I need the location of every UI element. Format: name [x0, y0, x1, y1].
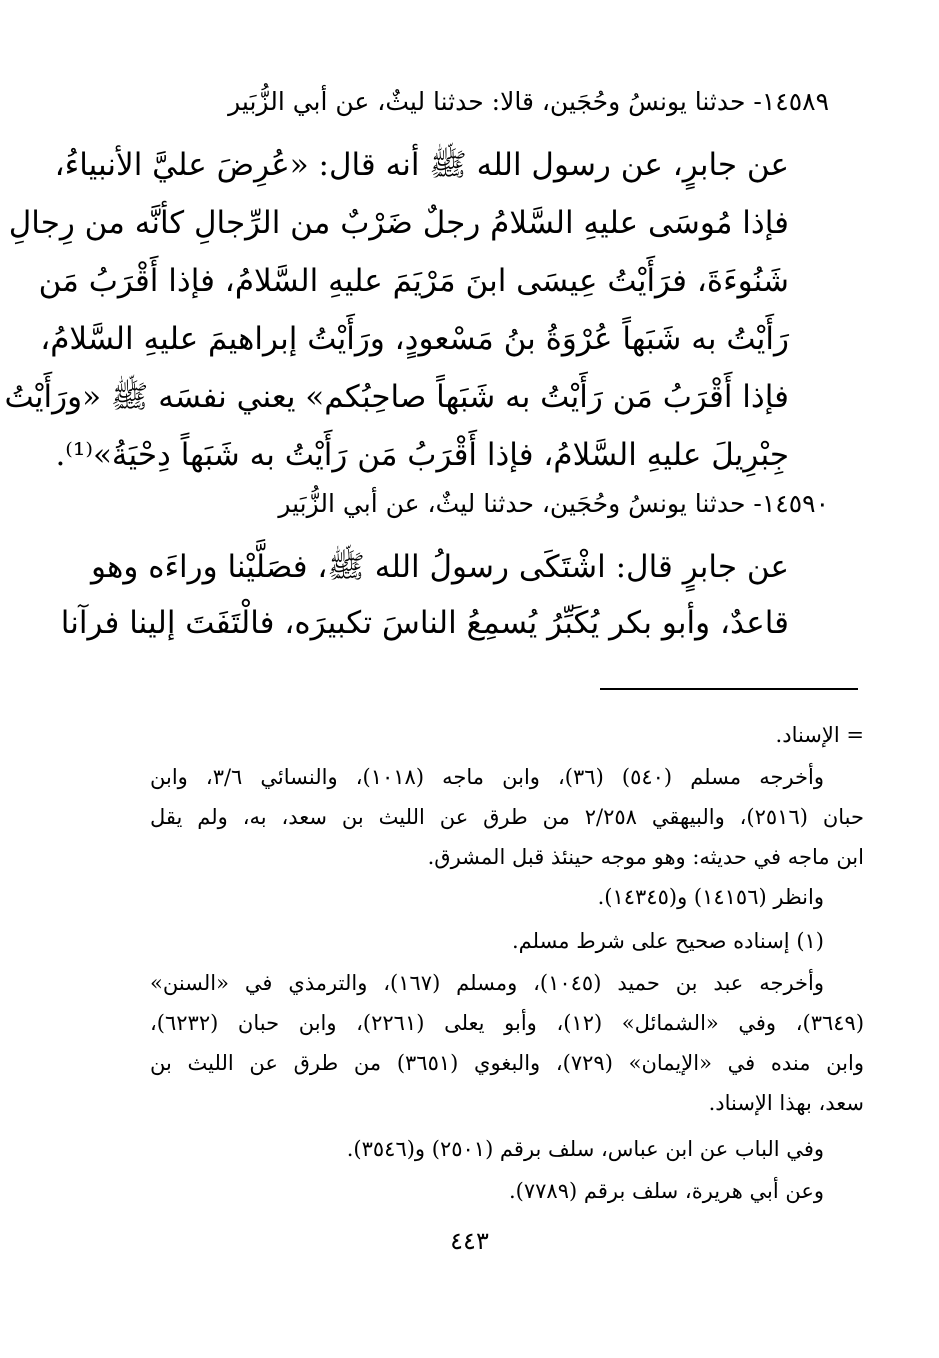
footnote-line: وأخرجه عبد بن حميد (١٠٤٥)، ومسلم (١٦٧)، والترمذي في «السنن»: [150, 971, 825, 995]
footnote-line: حبان (٢٥١٦)، والبيهقي ٢/٢٥٨ من طرق عن الليث بن سعد، به، ولم يقل: [150, 805, 864, 829]
hadith-text-line: قاعدٌ، وأبو بكر يُكَبِّرُ يُسمِعُ الناسَ تكبيرَه، فالْتَفَتَ إلينا فرآنا: [60, 605, 789, 641]
hadith-text-line: عن جابرٍ، عن رسول الله ﷺ أنه قال: «عُرِضَ عليَّ الأنبياءُ،: [54, 147, 789, 183]
footnote-line: وأخرجه مسلم (٥٤٠) (٣٦)، وابن ماجه (١٠١٨)، والنسائي ٣/٦، وابن: [150, 765, 824, 789]
hadith-text-line: عن جابرٍ قال: اشْتَكَى رسولُ الله ﷺ، فصَلَّيْنا وراءَه وهو: [91, 549, 789, 585]
footnote-line: سعد، بهذا الإسناد.: [708, 1091, 864, 1115]
footnote-line: وانظر (١٤١٥٦) و(١٤٣٤٥).: [597, 885, 824, 909]
hadith-header: ١٤٥٩٠- حدثنا يونسُ وحُجَين، حدثنا ليثٌ، عن أبي الزُّبَير: [278, 489, 829, 518]
footnote-title: (١) إسناده صحيح على شرط مسلم.: [511, 929, 824, 953]
hadith-text-line: رَأَيْتُ به شَبَهاً عُرْوَةُ بنُ مَسْعودٍ، ورَأَيْتُ إبراهيمَ عليهِ السَّلامُ،: [40, 321, 789, 357]
footnote-continuation: = الإسناد.: [775, 723, 864, 747]
hadith-text-line: فإذا أَقْرَبُ مَن رَأَيْتُ به شَبَهاً صاحِبُكم» يعني نفسَه ﷺ «ورَأَيْتُ: [4, 379, 789, 415]
footnote-line: ابن ماجه في حديثه: وهو موجه حينئذ قبل المشرق.: [427, 845, 864, 869]
page-number: ٤٤٣: [450, 1227, 489, 1255]
footnote-divider: [600, 688, 858, 690]
hadith-text-line: شَنُوءَةَ، فرَأَيْتُ عِيسَى ابنَ مَرْيَمَ عليهِ السَّلامُ، فإذا أَقْرَبُ مَن: [38, 263, 789, 299]
footnote-line: وابن منده في «الإيمان» (٧٢٩)، والبغوي (٣٦٥١) من طرق عن الليث بن: [150, 1051, 864, 1075]
footnote-line: وفي الباب عن ابن عباس، سلف برقم (٢٥٠١) و(٣٥٤٦).: [346, 1137, 824, 1161]
footnote-line: (٣٦٤٩)، وفي «الشمائل» (١٢)، وأبو يعلى (٢٢٦١)، وابن حبان (٦٢٣٢)،: [150, 1011, 865, 1035]
footnote-line: وعن أبي هريرة، سلف برقم (٧٧٨٩).: [508, 1179, 824, 1203]
hadith-text-line: جِبْرِيلَ عليهِ السَّلامُ، فإذا أَقْرَبُ مَن رَأَيْتُ به شَبَهاً دِحْيَةُ»⁽¹⁾.: [55, 437, 789, 473]
hadith-header: ١٤٥٨٩- حدثنا يونسُ وحُجَين، قالا: حدثنا ليثٌ، عن أبي الزُّبَير: [228, 87, 829, 116]
hadith-text-line: فإذا مُوسَى عليهِ السَّلامُ رجلٌ ضَرْبٌ من الرِّجالِ كأنَّه من رِجالِ: [8, 205, 789, 241]
